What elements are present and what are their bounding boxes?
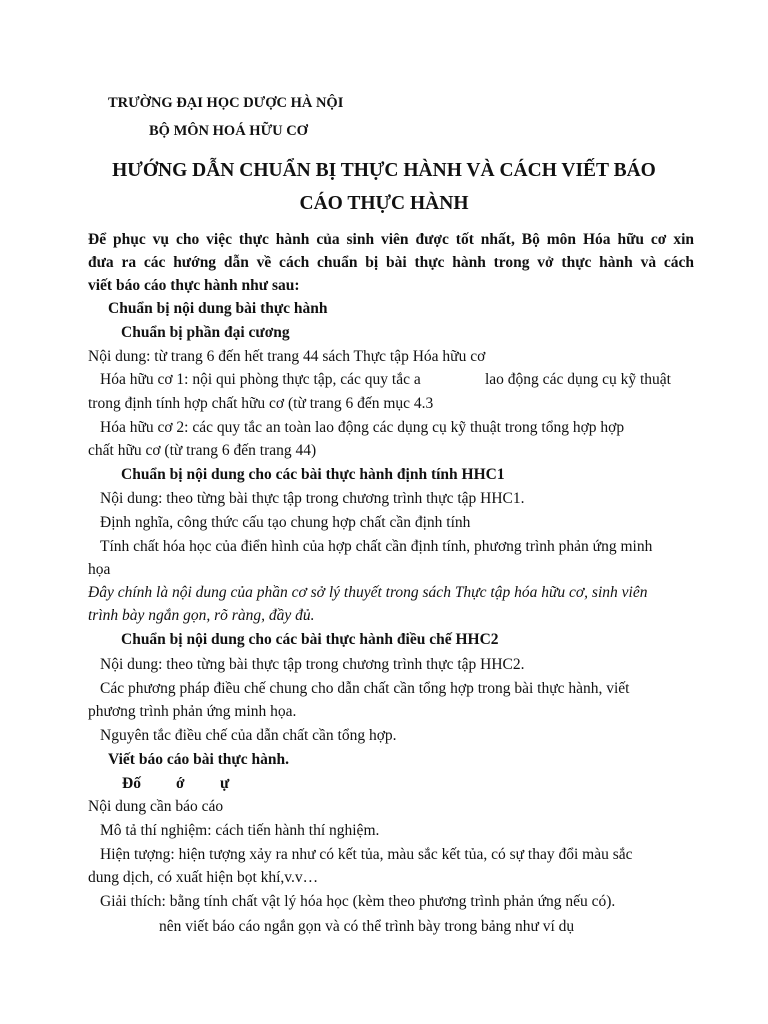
subsection-2-line-1: Nội dung: theo từng bài thực tập trong chương trình thực tập HHC1. xyxy=(100,490,525,507)
section-2-fragment-3: ự xyxy=(220,775,230,792)
subsection-2-line-3: Tính chất hóa học của điển hình của hợp chất cần định tính, phương trình phản ứng minh xyxy=(100,538,653,555)
subsection-2-heading: Chuẩn bị nội dung cho các bài thực hành định tính HHC1 xyxy=(121,466,505,483)
subsection-3-line-4: Nguyên tắc điều chế của dẫn chất cần tổng hợp. xyxy=(100,727,397,744)
department-name: BỘ MÔN HOÁ HỮU CƠ xyxy=(149,123,308,139)
section-2-line-1: Nội dung cần báo cáo xyxy=(88,798,224,815)
section-2-line-4: dung dịch, có xuất hiện bọt khí,v.v… xyxy=(88,869,319,886)
subsection-3-line-2: Các phương pháp điều chế chung cho dẫn chất cần tổng hợp trong bài thực hành, viết xyxy=(100,680,630,697)
subsection-3-line-3: phương trình phản ứng minh họa. xyxy=(88,703,297,720)
subsection-2-line-2: Định nghĩa, công thức cấu tạo chung hợp chất cần định tính xyxy=(100,514,471,531)
subsection-1-heading: Chuẩn bị phần đại cương xyxy=(121,324,290,341)
section-2-line-2: Mô tả thí nghiệm: cách tiến hành thí nghiệm. xyxy=(100,822,380,839)
subsection-1-line-1: Nội dung: từ trang 6 đến hết trang 44 sách Thực tập Hóa hữu cơ xyxy=(88,348,486,365)
intro-line-1: Để phục vụ cho việc thực hành của sinh viên được tốt nhất, Bộ môn Hóa hữu cơ xin xyxy=(88,231,694,248)
subsection-1-line-2a: Hóa hữu cơ 1: nội qui phòng thực tập, các quy tắc a xyxy=(100,371,421,388)
subsection-2-line-4: họa xyxy=(88,561,111,578)
section-2-fragment-2: ớ xyxy=(176,775,185,792)
subsection-1-line-2b: lao động các dụng cụ kỹ thuật xyxy=(485,371,671,388)
school-name: TRƯỜNG ĐẠI HỌC DƯỢC HÀ NỘI xyxy=(108,95,344,111)
section-2-line-6: nên viết báo cáo ngắn gọn và có thể trình bày trong bảng như ví dụ xyxy=(159,918,575,935)
page-title-line-2: CÁO THỰC HÀNH xyxy=(299,193,469,214)
section-1-heading: Chuẩn bị nội dung bài thực hành xyxy=(108,300,328,317)
intro-line-3: viết báo cáo thực hành như sau: xyxy=(88,277,300,294)
subsection-2-note-1: Đây chính là nội dung của phần cơ sở lý thuyết trong sách Thực tập hóa hữu cơ, sinh viên xyxy=(88,584,648,601)
section-2-line-3: Hiện tượng: hiện tượng xảy ra như có kết tủa, màu sắc kết tủa, có sự thay đổi màu sắc xyxy=(100,846,633,863)
subsection-1-line-3: trong định tính hợp chất hữu cơ (từ trang 6 đến mục 4.3 xyxy=(88,395,434,412)
intro-line-2: đưa ra các hướng dẫn về cách chuẩn bị bài thực hành trong vở thực hành và cách xyxy=(88,254,694,271)
subsection-1-line-4: Hóa hữu cơ 2: các quy tắc an toàn lao động các dụng cụ kỹ thuật trong tổng hợp hợp xyxy=(100,419,625,436)
subsection-3-heading: Chuẩn bị nội dung cho các bài thực hành điều chế HHC2 xyxy=(121,631,499,648)
page-title-line-1: HƯỚNG DẪN CHUẨN BỊ THỰC HÀNH VÀ CÁCH VIẾT BÁO xyxy=(112,160,656,181)
section-2-fragment-1: Đố xyxy=(122,775,141,792)
section-2-line-5: Giải thích: bằng tính chất vật lý hóa học (kèm theo phương trình phản ứng nếu có). xyxy=(100,893,616,910)
subsection-3-line-1: Nội dung: theo từng bài thực tập trong chương trình thực tập HHC2. xyxy=(100,656,525,673)
subsection-2-note-2: trình bày ngắn gọn, rõ ràng, đầy đủ. xyxy=(88,607,315,624)
section-2-heading: Viết báo cáo bài thực hành. xyxy=(108,751,289,768)
subsection-1-line-5: chất hữu cơ (từ trang 6 đến trang 44) xyxy=(88,442,317,459)
